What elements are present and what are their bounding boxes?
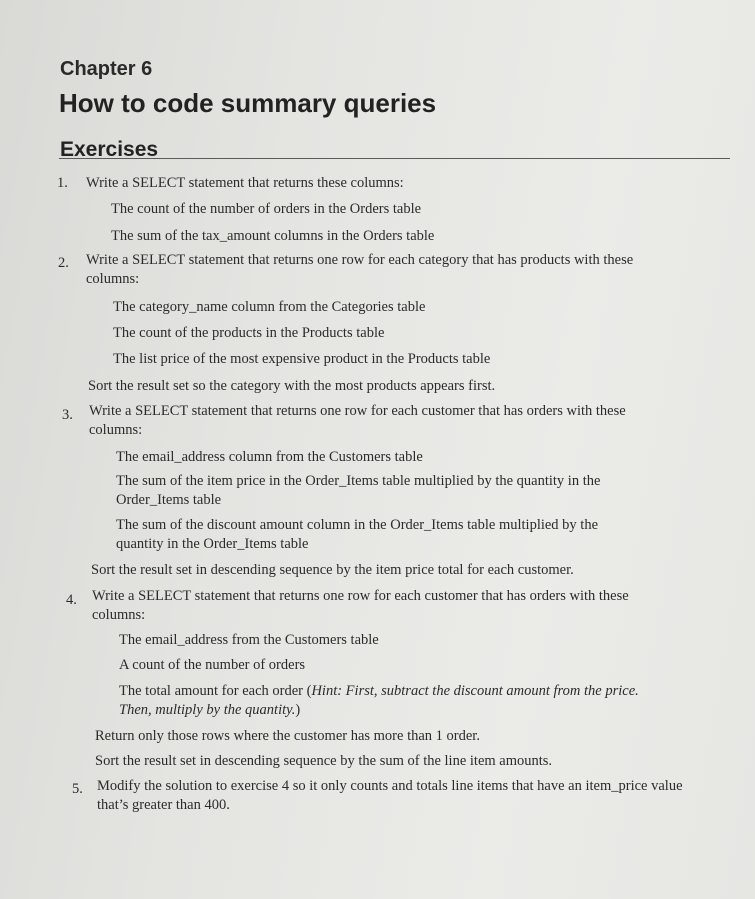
exercise-text-continued: columns:: [89, 422, 143, 438]
exercise-item: The category_name column from the Categories table: [113, 299, 426, 315]
exercise-number: 3.: [62, 407, 73, 423]
exercise-text: Write a SELECT statement that returns one row for each category that has products with these: [86, 252, 634, 268]
chapter-title: How to code summary queries: [59, 88, 437, 118]
exercise-item: The count of the products in the Products table: [113, 325, 385, 341]
hint-text-continued: Then, multiply by the quantity.: [119, 702, 296, 718]
exercise-text: Write a SELECT statement that returns one row for each customer that has orders with these: [89, 403, 626, 419]
exercise-item: The email_address column from the Customers table: [116, 449, 423, 465]
exercise-text-continued: columns:: [86, 271, 140, 287]
exercise-note: Sort the result set in descending sequence by the sum of the line item amounts.: [95, 753, 553, 769]
exercise-item-continued: Order_Items table: [116, 492, 222, 508]
exercises-heading: Exercises: [60, 138, 159, 161]
exercise-number: 1.: [57, 175, 68, 191]
exercise-text-continued: that’s greater than 400.: [97, 797, 230, 813]
exercise-item: The sum of the discount amount column in the Order_Items table multiplied by the: [116, 517, 599, 533]
exercise-note: Return only those rows where the customer has more than 1 order.: [95, 728, 480, 744]
exercise-text: Modify the solution to exercise 4 so it only counts and totals line items that have an item_price value: [97, 778, 683, 794]
total-item-suffix: ): [295, 702, 301, 718]
exercise-item: The count of the number of orders in the Orders table: [111, 201, 422, 217]
exercise-item: The sum of the item price in the Order_Items table multiplied by the quantity in the: [116, 473, 601, 489]
exercise-number: 4.: [66, 592, 77, 608]
exercise-number: 5.: [72, 781, 83, 797]
exercise-item: The list price of the most expensive product in the Products table: [113, 351, 491, 367]
exercise-text: Write a SELECT statement that returns one row for each customer that has orders with these: [92, 588, 629, 604]
total-item-prefix: The total amount for each order (: [119, 683, 312, 699]
exercise-note: Sort the result set so the category with the most products appears first.: [88, 378, 496, 394]
exercise-item-continued: quantity in the Order_Items table: [116, 536, 309, 552]
exercise-item: [119, 682, 639, 700]
exercise-text: Write a SELECT statement that returns these columns:: [86, 175, 404, 191]
hint-text: Hint: First, subtract the discount amount from the price.: [311, 683, 639, 699]
exercise-item: A count of the number of orders: [119, 657, 306, 673]
exercise-number: 2.: [58, 255, 69, 271]
exercise-text-continued: columns:: [92, 607, 146, 623]
exercise-item-continued: [119, 701, 300, 719]
exercise-note: Sort the result set in descending sequence by the item price total for each customer.: [91, 562, 574, 578]
exercise-item: The email_address from the Customers table: [119, 632, 379, 648]
chapter-label: Chapter 6: [60, 58, 153, 80]
exercise-item: The sum of the tax_amount columns in the Orders table: [111, 228, 435, 244]
